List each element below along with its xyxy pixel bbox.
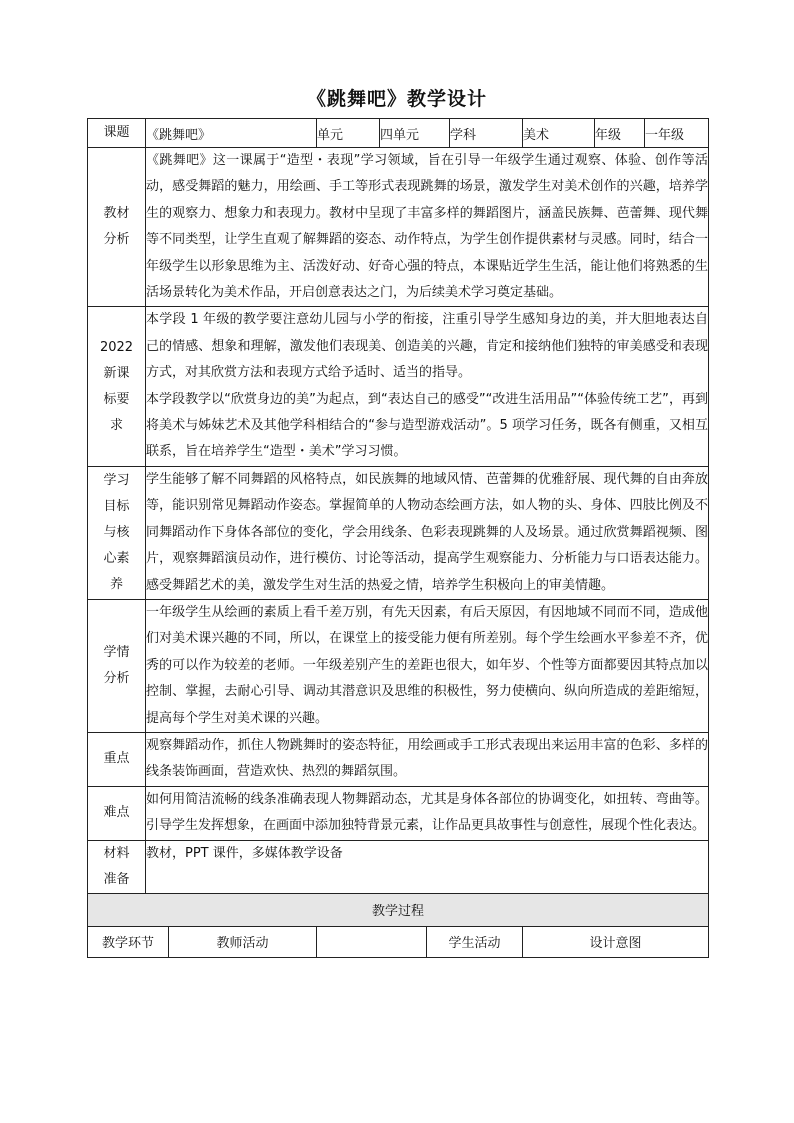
grade-label: 年级 (595, 119, 645, 148)
section-label-line: 与核 (103, 524, 130, 540)
section-paragraph: 本学段教学以“欣赏身边的美”为起点，到“表达自己的感受”“改进生活用品”“体验传统工艺”，再到将美术与姊妹艺术及其他学科相结合的“参与造型游戏活动”。5 项学习任务，既各有侧重，又相互联系，旨在培养学生“造型・美术”学习习惯。 (146, 391, 708, 460)
section-paragraph: 本学段 1 年级的教学要注意幼儿园与小学的衔接，注重引导学生感知身边的美，并大胆地表达自己的情感、想象和理解，激发他们表现美、创造美的兴趣，肯定和接纳他们独特的审美感受和表现方式，对其欣赏方法和表现方式给予适时、适当的指导。 (146, 312, 708, 381)
section-row-key-points (88, 732, 709, 786)
section-content (146, 732, 709, 786)
section-row-materials (88, 840, 709, 893)
course-value: 《跳舞吧》 (146, 119, 317, 148)
process-title: 教学过程 (88, 893, 709, 926)
process-column-header-cell (88, 926, 317, 957)
unit-value: 四单元 (380, 119, 450, 148)
section-row-material-analysis (88, 148, 709, 307)
section-row-difficulties (88, 786, 709, 840)
lesson-plan-table (87, 118, 709, 958)
section-label (88, 786, 146, 840)
section-content (146, 466, 709, 599)
section-paragraph: 《跳舞吧》这一课属于“造型・表现”学习领域，旨在引导一年级学生通过观察、体验、创作等活动，感受舞蹈的魅力，用绘画、手工等形式表现跳舞的场景，激发学生对美术创作的兴趣，培养学生的观察力、想象力和表现力。教材中呈现了丰富多样的舞蹈图片，涵盖民族舞、芭蕾舞、现代舞等不同类型，让学生直观了解舞蹈的姿态、动作特点，为学生创作提供素材与灵感。同时，结合一年级学生以形象思维为主、活泼好动、好奇心强的特点，本课贴近学生生活，能让他们将熟悉的生活场景转化为美术作品，开启创意表达之门，为后续美术学习奠定基础。 (146, 153, 708, 301)
section-label-line: 2022 (99, 339, 134, 355)
section-row-learning-goals (88, 466, 709, 599)
section-label (88, 732, 146, 786)
section-label-line: 分析 (103, 670, 130, 686)
section-row-curriculum-standard (88, 307, 709, 466)
subject-label: 学科 (450, 119, 523, 148)
section-content (146, 786, 709, 840)
section-label-line: 目标 (103, 498, 130, 514)
section-row-learner-analysis (88, 599, 709, 732)
section-label-line: 求 (109, 417, 123, 433)
page-title: 《跳舞吧》教学设计 (306, 88, 487, 110)
section-label-line: 养 (109, 576, 123, 592)
section-label (88, 307, 146, 466)
section-label-line: 准备 (103, 871, 130, 887)
section-label-line: 心素 (103, 550, 130, 566)
header-row (88, 119, 709, 148)
column-header: 学生活动 (426, 927, 522, 957)
section-content (146, 840, 709, 893)
section-content (146, 599, 709, 732)
section-label-line: 分析 (103, 232, 130, 248)
unit-label: 单元 (317, 119, 380, 148)
section-label-line: 标要 (103, 391, 130, 407)
section-paragraph: 观察舞蹈动作，抓住人物跳舞时的姿态特征，用绘画或手工形式表现出来运用丰富的色彩、多样的线条装饰画面，营造欢快、热烈的舞蹈氛围。 (146, 737, 708, 780)
section-label-line: 难点 (103, 805, 130, 821)
section-paragraph: 学生能够了解不同舞蹈的风格特点，如民族舞的地域风情、芭蕾舞的优雅舒展、现代舞的自由奔放等，能识别常见舞蹈动作姿态。掌握简单的人物动态绘画方法，如人物的头、身体、四肢比例及不同舞蹈动作下身体各部位的变化，学会用线条、色彩表现跳舞的人及场景。通过欣赏舞蹈视频、图片，观察舞蹈演员动作，进行模仿、讨论等活动，提高学生观察能力、分析能力与口语表达能力。感受舞蹈艺术的美，激发学生对生活的热爱之情，培养学生积极向上的审美情趣。 (146, 471, 708, 593)
process-column-header-row (88, 926, 709, 957)
column-header: 教学环节 (88, 927, 169, 957)
section-label-line: 学习 (103, 472, 130, 488)
section-label (88, 840, 146, 893)
process-title-row (88, 893, 709, 926)
grade-value: 一年级 (645, 119, 709, 148)
process-column-header-spacer (317, 926, 523, 957)
column-header: 设计意图 (523, 926, 709, 957)
section-label-line: 教材 (103, 206, 130, 222)
course-label: 课题 (88, 119, 146, 148)
section-content (146, 148, 709, 307)
section-label-line: 重点 (103, 751, 130, 767)
section-label (88, 599, 146, 732)
section-label-line: 学情 (103, 644, 130, 660)
column-header: 教师活动 (216, 936, 269, 952)
section-label-line: 新课 (103, 365, 130, 381)
section-paragraph: 一年级学生从绘画的素质上看千差万别，有先天因素，有后天原因，有因地域不同而不同，造成他们对美术课兴趣的不同，所以，在课堂上的接受能力便有所差别。每个学生绘画水平参差不齐，优秀的可以作为较差的老师。一年级差别产生的差距也很大，如年岁、个性等方面都要因其特点加以控制、掌握，去耐心引导、调动其潜意识及思维的积极性，努力使横向、纵向所造成的差距缩短，提高每个学生对美术课的兴趣。 (146, 604, 708, 726)
subject-value: 美术 (523, 119, 595, 148)
section-label-line: 材料 (103, 845, 130, 861)
section-label (88, 148, 146, 307)
section-paragraph: 教材，PPT 课件，多媒体教学设备 (146, 845, 343, 861)
section-paragraph: 如何用简洁流畅的线条准确表现人物舞蹈动态，尤其是身体各部位的协调变化，如扭转、弯曲等。引导学生发挥想象，在画面中添加独特背景元素，让作品更具故事性与创意性，展现个性化表达。 (146, 791, 708, 834)
section-label (88, 466, 146, 599)
section-content (146, 307, 709, 466)
